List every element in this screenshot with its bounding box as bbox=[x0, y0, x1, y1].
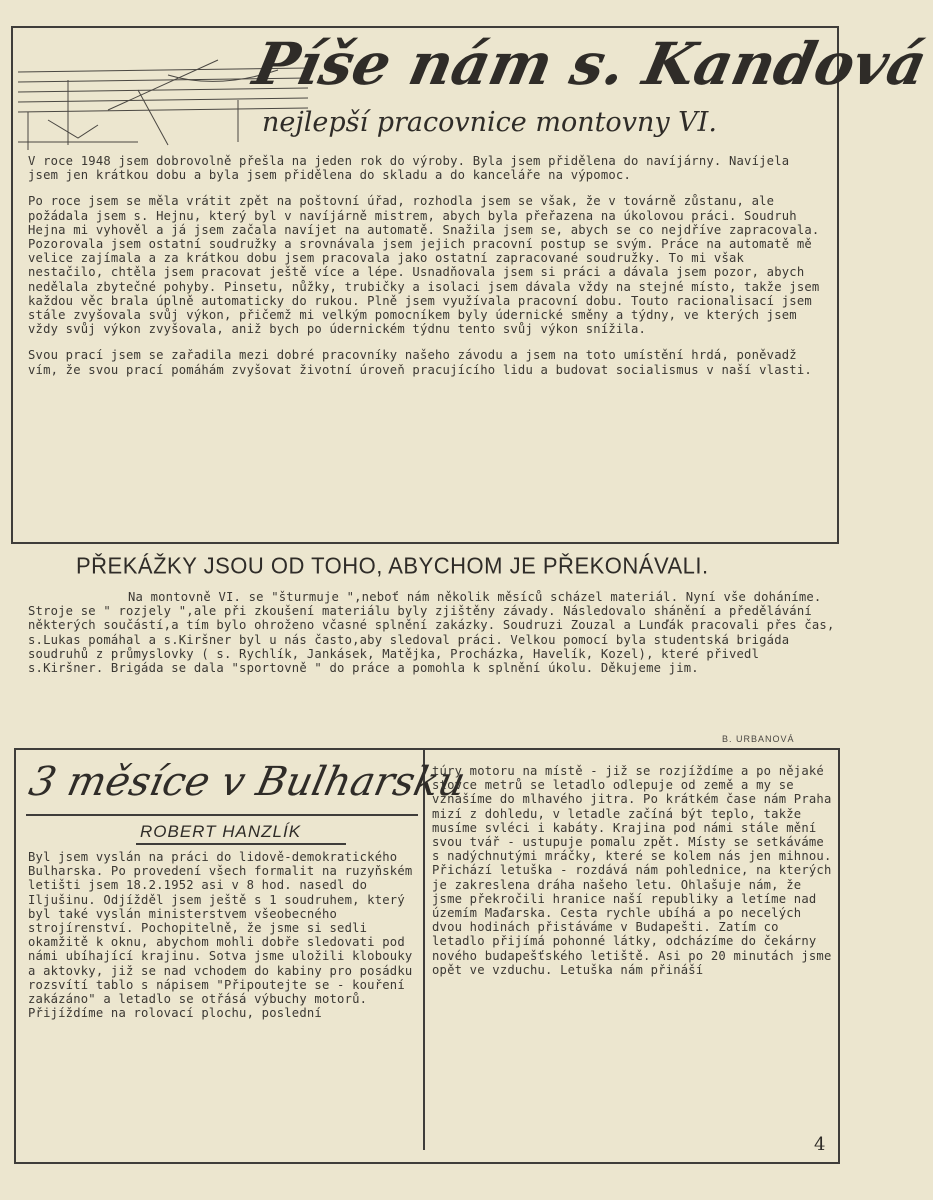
article2-signature: B. URBANOVÁ bbox=[722, 734, 795, 744]
article1-subtitle: nejlepší pracovnice montovny VI. bbox=[262, 107, 717, 138]
article1-body bbox=[28, 154, 824, 389]
article3-left-column: Byl jsem vyslán na práci do lidově-demokratického Bulharska. Po provedení všech formalit na ruzyňském letišti jsem 18.2.1952 asi v 8 hod. nasedl do Iljušinu. Odjížděl jsem ještě s 1 soudruhem, který byl také vyslán ministerstvem všeobecného strojírenství. Pochopitelně, že jsme si sedli okamžitě k oknu, abychom mohli dobře sledovati pod námi ubíhající krajinu. Sotva jsme uložili klobouky a aktovky, již se nad vchodem do kabiny pro posádku rozsvítí tablo s nápisem "Připoutejte se - kouření zakázáno" a letadlo se otřásá výbuchy motorů. Přijíždíme na rolovací plochu, poslední bbox=[28, 850, 413, 1021]
article1-paragraph-1: V roce 1948 jsem dobrovolně přešla na jeden rok do výroby. Byla jsem přidělena do navíjárny. Navíjela jsem jen krátkou dobu a byla jsem přidělena do skladu a do kanceláře na výpomoc. bbox=[28, 154, 790, 183]
article1-title: Píše nám s. Kandová bbox=[247, 30, 933, 98]
article3-title: 3 měsíce v Bulharsku bbox=[25, 759, 470, 805]
article3-column-divider bbox=[423, 750, 425, 1150]
article2-title: PŘEKÁŽKY JSOU OD TOHO, ABYCHOM JE PŘEKONÁVALI. bbox=[76, 552, 709, 579]
article3-author: ROBERT HANZLÍK bbox=[140, 822, 302, 841]
page-number: 4 bbox=[814, 1134, 826, 1155]
article1-paragraph-3: Svou prací jsem se zařadila mezi dobré pracovníky našeho závodu a jsem na toto umístění hrdá, poněvadž vím, že svou prací pomáhám zvyšovat životní úroveň pracujícího lidu a budovat socialismus v naší vlasti. bbox=[28, 348, 812, 377]
article3-title-underline bbox=[26, 814, 418, 816]
article1-paragraph-2: Po roce jsem se měla vrátit zpět na poštovní úřad, rozhodla jsem se však, že v továrně zůstanu, ale požádala jsem s. Hejnu, který byl v navíjárně mistrem, abych byla přeřazena na úkolovou práci. Soudruh Hejna mi vyhověl a já jsem začala navíjet na automatě. Snažila jsem se, abych se co nejdříve zapracovala. Pozorovala jsem ostatní soudružky a srovnávala jsem jejich pracovní postup se svým. Práce na automatě mě velice zajímala a za krátkou dobu jsem pracovala jako ostatní zapracované soudružky. To mi však nestačilo, chtěla jsem pracovat ještě více a lépe. Usnadňovala jsem si práci a dávala jsem pozor, abych nedělala zbytečné pohyby. Pinsetu, nůžky, trubičky a isolaci jsem dávala vždy na stejné místo, takže jsem každou věc brala úplně automaticky do rukou. Plně jsem využívala pracovní dobu. Touto racionalisací jsem stále zvyšovala svůj výkon, přičemž mi velkým pomocníkem byly údernické směny a týdny, ve kterých jsem vždy svůj výkon zvyšovala, aniž bych po údernickém týdnu tento svůj výkon snížila. bbox=[28, 194, 820, 337]
article2-body: Na montovně VI. se "šturmuje ",neboť nám několik měsíců scházel materiál. Nyní vše doháníme. Stroje se " rozjely ",ale při zkoušení materiálu byly zjištěny závady. Následovalo shánění a předělávání některých součástí,a tím bylo ohroženo včasné splnění zakázky. Soudruzi Zouzal a Lunďák pracovali přes čas, s.Lukas pomáhal a s.Kiršner byl u nás často,aby sledoval práci. Velkou pomocí byla studentská brigáda soudruhů z průmyslovky ( s. Rychlík, Jankásek, Matějka, Procházka, Havelík, Kozel), které přivedl s.Kiršner. Brigáda se dala "sportovně " do práce a pomohla k splnění úkolu. Děkujeme jim. bbox=[28, 590, 835, 676]
article3-right-column: túry motoru na místě - již se rozjíždíme a po nějaké stovce metrů se letadlo odlepuje od země a my se vznášíme do mlhavého jitra. Po krátkém čase nám Praha mizí z dohledu, v letadle začíná být teplo, takže musíme svléci i kabáty. Krajina pod námi stále mění svou tvář - ustupuje pomalu zpět. Místy se setkáváme s nadýchnutými mráčky, které se kolem nás jen mihnou. Přichází letuška - rozdává nám pohlednice, na kterých je zakreslena dráha našeho letu. Ohlašuje nám, že jsme překročili hranice naší republiky a letíme nad územím Maďarska. Cesta rychle ubíhá a po necelých dvou hodinách přistáváme v Budapešti. Zatím co letadlo přijímá pohonné látky, odcházíme do čekárny nového budapešťského letiště. Asi po 20 minutách jsme opět ve vzduchu. Letuška nám přináší bbox=[432, 764, 832, 977]
article3-author-underline bbox=[136, 843, 346, 845]
